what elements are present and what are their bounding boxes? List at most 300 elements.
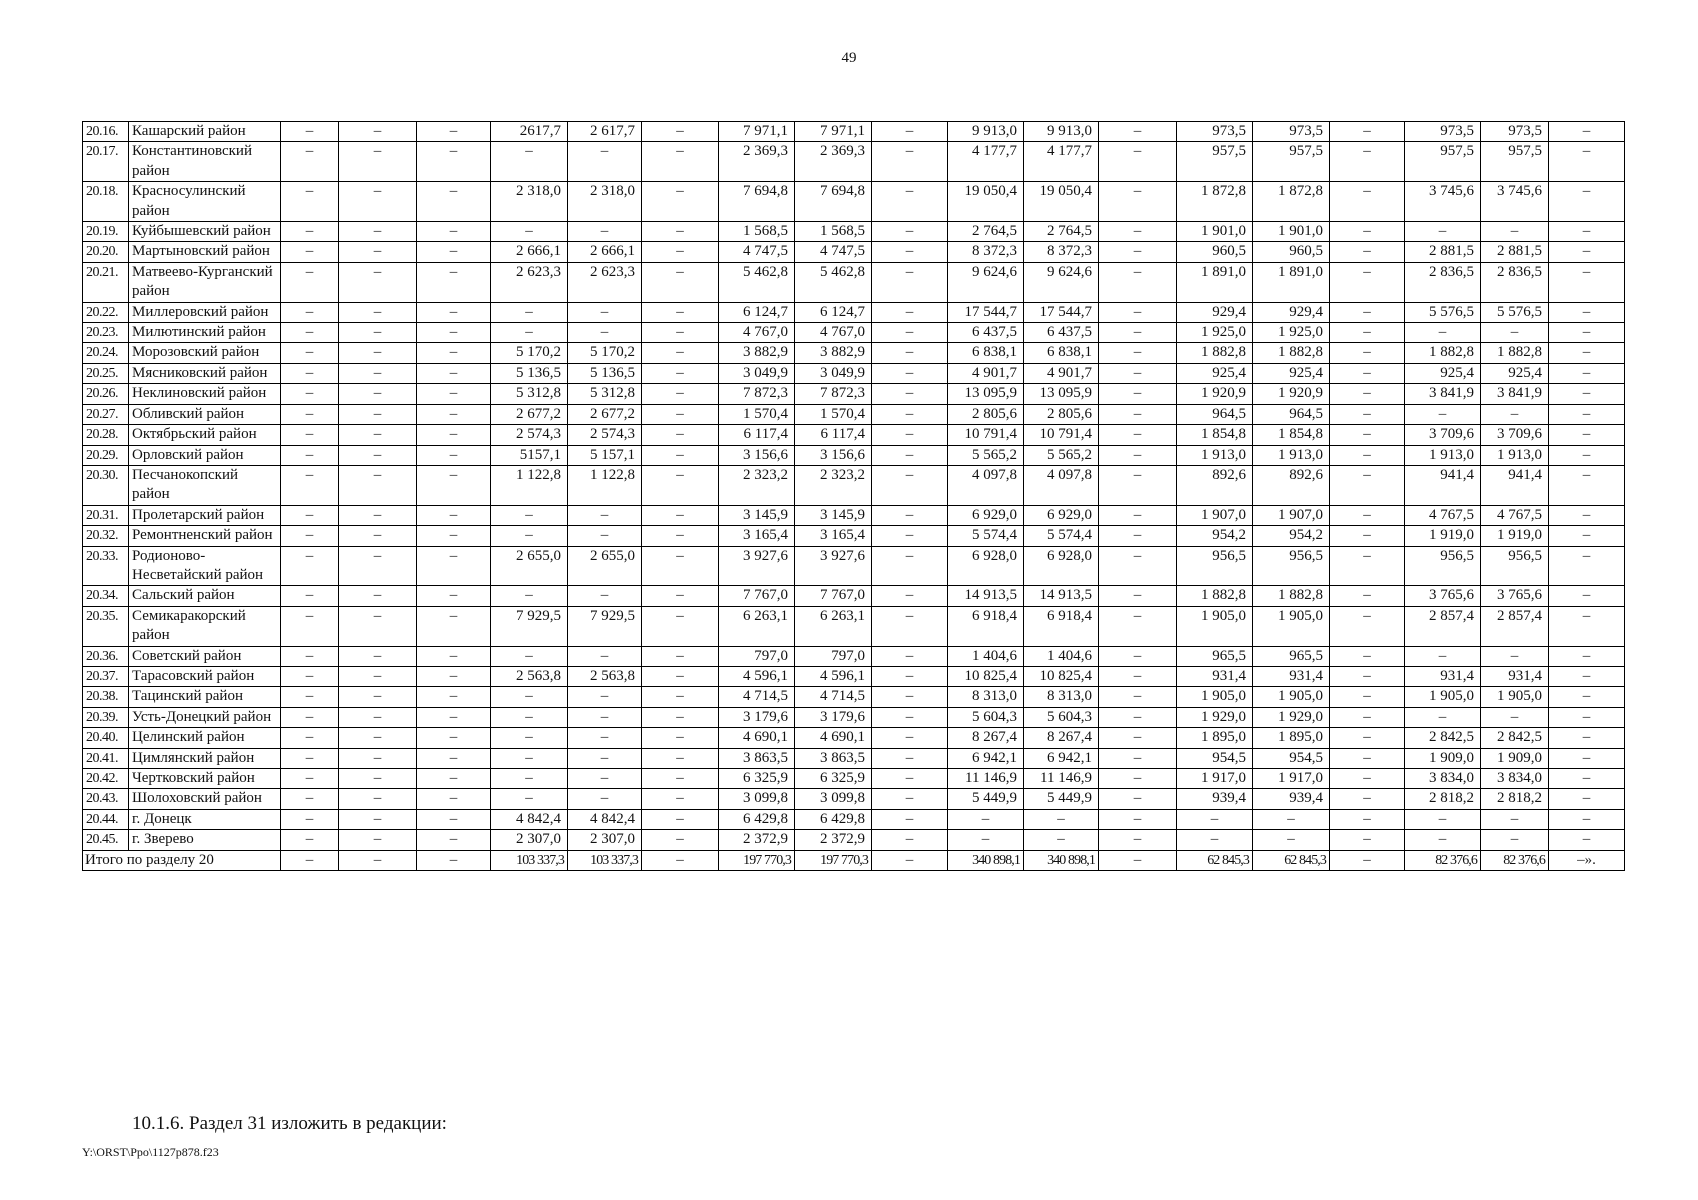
row-value-cell: – [417, 646, 491, 666]
total-value-cell: – [1330, 850, 1405, 870]
row-value-cell: 3 863,5 [719, 748, 795, 768]
row-value-cell: – [1330, 687, 1405, 707]
row-value-cell: 9 624,6 [948, 262, 1024, 302]
row-value-cell: – [1099, 363, 1177, 383]
row-value-cell: – [281, 546, 339, 586]
row-code: 20.36. [83, 646, 129, 666]
row-value-cell: – [417, 769, 491, 789]
row-district-name: Песчанокопский район [129, 465, 281, 505]
row-value-cell: – [1549, 363, 1625, 383]
row-value-cell: – [1099, 343, 1177, 363]
row-value-cell: – [417, 142, 491, 182]
row-value-cell: 2 836,5 [1405, 262, 1481, 302]
row-value-cell: – [1099, 505, 1177, 525]
row-district-name: Тарасовский район [129, 666, 281, 686]
row-value-cell: – [642, 809, 719, 829]
total-value-cell: 103 337,3 [568, 850, 642, 870]
row-value-cell: – [417, 182, 491, 222]
row-value-cell: – [642, 302, 719, 322]
row-value-cell: – [1405, 707, 1481, 727]
total-value-cell: 340 898,1 [1024, 850, 1099, 870]
row-value-cell: 939,4 [1177, 789, 1253, 809]
row-value-cell: 6 942,1 [1024, 748, 1099, 768]
row-value-cell: – [568, 707, 642, 727]
row-value-cell: 1 913,0 [1177, 445, 1253, 465]
row-value-cell: 4 767,5 [1405, 505, 1481, 525]
row-value-cell: 6 263,1 [795, 606, 872, 646]
row-value-cell: 5 157,1 [568, 445, 642, 465]
row-district-name: г. Зверево [129, 830, 281, 850]
row-value-cell: – [1330, 606, 1405, 646]
row-value-cell: 4 177,7 [948, 142, 1024, 182]
row-value-cell: – [1330, 384, 1405, 404]
table-row [83, 646, 1625, 666]
row-value-cell: – [491, 142, 568, 182]
row-value-cell: – [339, 242, 417, 262]
row-value-cell: 4 714,5 [795, 687, 872, 707]
row-district-name: Семикаракорский район [129, 606, 281, 646]
row-value-cell: – [1253, 809, 1330, 829]
row-value-cell: – [872, 505, 948, 525]
row-value-cell: 1 882,8 [1405, 343, 1481, 363]
row-value-cell: – [281, 789, 339, 809]
row-value-cell: – [1549, 465, 1625, 505]
row-value-cell: – [281, 445, 339, 465]
row-value-cell: – [281, 769, 339, 789]
row-value-cell: – [1549, 546, 1625, 586]
row-value-cell: – [1549, 769, 1625, 789]
row-value-cell: 3 765,6 [1481, 586, 1549, 606]
row-value-cell: 931,4 [1481, 666, 1549, 686]
row-value-cell: 1 905,0 [1177, 687, 1253, 707]
row-value-cell: – [642, 769, 719, 789]
row-value-cell: – [417, 343, 491, 363]
row-value-cell: 2 369,3 [719, 142, 795, 182]
row-value-cell: 1 913,0 [1481, 445, 1549, 465]
row-value-cell: – [642, 323, 719, 343]
row-value-cell: – [1549, 343, 1625, 363]
row-value-cell: – [1099, 242, 1177, 262]
row-value-cell: – [568, 222, 642, 242]
file-path-footer: Y:\ORST\Ppo\1127p878.f23 [82, 1145, 219, 1159]
row-value-cell: – [1330, 586, 1405, 606]
row-value-cell: 6 117,4 [719, 425, 795, 445]
row-code: 20.34. [83, 586, 129, 606]
row-value-cell: 1 909,0 [1481, 748, 1549, 768]
row-value-cell: – [339, 222, 417, 242]
row-value-cell: – [872, 748, 948, 768]
row-value-cell: 2 818,2 [1481, 789, 1549, 809]
row-district-name: Мартыновский район [129, 242, 281, 262]
row-value-cell: 2 677,2 [568, 404, 642, 424]
row-value-cell: – [281, 363, 339, 383]
row-value-cell: – [417, 404, 491, 424]
row-value-cell: – [1549, 586, 1625, 606]
row-value-cell: – [417, 546, 491, 586]
row-value-cell: – [417, 687, 491, 707]
row-value-cell: 1 905,0 [1405, 687, 1481, 707]
row-value-cell: – [1405, 646, 1481, 666]
row-value-cell: – [417, 728, 491, 748]
row-value-cell: 6 124,7 [719, 302, 795, 322]
row-value-cell: 1 568,5 [795, 222, 872, 242]
row-value-cell: 960,5 [1253, 242, 1330, 262]
row-value-cell: – [417, 445, 491, 465]
total-value-cell: 62 845,3 [1177, 850, 1253, 870]
row-value-cell: – [1549, 687, 1625, 707]
row-value-cell: – [1099, 809, 1177, 829]
row-value-cell: 19 050,4 [1024, 182, 1099, 222]
row-value-cell: – [417, 465, 491, 505]
row-value-cell: – [281, 404, 339, 424]
row-district-name: Кашарский район [129, 122, 281, 142]
row-value-cell: – [1099, 222, 1177, 242]
row-value-cell: – [417, 666, 491, 686]
row-value-cell: 10 791,4 [948, 425, 1024, 445]
row-value-cell: – [1099, 122, 1177, 142]
row-district-name: Усть-Донецкий район [129, 707, 281, 727]
row-value-cell: 1 917,0 [1253, 769, 1330, 789]
row-value-cell: – [642, 728, 719, 748]
row-value-cell: – [872, 687, 948, 707]
row-value-cell: 6 929,0 [1024, 505, 1099, 525]
row-value-cell: – [491, 505, 568, 525]
row-value-cell: 2 372,9 [719, 830, 795, 850]
row-value-cell: – [568, 687, 642, 707]
row-value-cell: – [339, 586, 417, 606]
row-value-cell: 931,4 [1177, 666, 1253, 686]
row-district-name: Сальский район [129, 586, 281, 606]
row-value-cell: – [872, 445, 948, 465]
row-value-cell: 892,6 [1177, 465, 1253, 505]
row-value-cell: – [1405, 323, 1481, 343]
row-value-cell: – [872, 586, 948, 606]
row-district-name: Пролетарский район [129, 505, 281, 525]
row-value-cell: – [339, 182, 417, 222]
row-value-cell: 6 437,5 [948, 323, 1024, 343]
row-value-cell: – [491, 586, 568, 606]
row-value-cell: 2 881,5 [1405, 242, 1481, 262]
row-value-cell: – [568, 748, 642, 768]
row-value-cell: 3 049,9 [795, 363, 872, 383]
row-value-cell: 925,4 [1481, 363, 1549, 383]
row-code: 20.25. [83, 363, 129, 383]
total-value-cell: – [281, 850, 339, 870]
row-value-cell: – [281, 343, 339, 363]
row-value-cell: 4 901,7 [948, 363, 1024, 383]
row-value-cell: 1 920,9 [1253, 384, 1330, 404]
row-value-cell: – [872, 425, 948, 445]
row-value-cell: 3 156,6 [719, 445, 795, 465]
table-row [83, 142, 1625, 182]
row-value-cell: 10 825,4 [1024, 666, 1099, 686]
row-code: 20.35. [83, 606, 129, 646]
row-value-cell: 4 097,8 [948, 465, 1024, 505]
row-value-cell: – [417, 323, 491, 343]
row-value-cell: – [339, 830, 417, 850]
row-value-cell: 4 690,1 [719, 728, 795, 748]
row-value-cell: – [417, 302, 491, 322]
row-value-cell: 4 767,0 [795, 323, 872, 343]
row-value-cell: 5 449,9 [948, 789, 1024, 809]
row-value-cell: 5 574,4 [1024, 526, 1099, 546]
row-value-cell: – [642, 666, 719, 686]
row-value-cell: 2 857,4 [1481, 606, 1549, 646]
row-value-cell: 7 767,0 [719, 586, 795, 606]
row-value-cell: – [1330, 425, 1405, 445]
row-value-cell: 3 834,0 [1481, 769, 1549, 789]
row-value-cell: – [281, 748, 339, 768]
row-value-cell: – [568, 789, 642, 809]
row-value-cell: – [1330, 789, 1405, 809]
section-amendment-paragraph: 10.1.6. Раздел 31 изложить в редакции: [132, 1113, 447, 1134]
table-row [83, 242, 1625, 262]
row-value-cell: 7 971,1 [719, 122, 795, 142]
table-row [83, 666, 1625, 686]
row-value-cell: – [642, 122, 719, 142]
row-value-cell: 973,5 [1405, 122, 1481, 142]
row-code: 20.28. [83, 425, 129, 445]
row-value-cell: – [281, 142, 339, 182]
row-value-cell: 4 747,5 [795, 242, 872, 262]
row-value-cell: – [1099, 182, 1177, 222]
total-value-cell: – [1099, 850, 1177, 870]
row-value-cell: – [417, 505, 491, 525]
row-value-cell: 1 913,0 [1253, 445, 1330, 465]
row-value-cell: – [872, 465, 948, 505]
row-value-cell: 797,0 [795, 646, 872, 666]
row-value-cell: 3 841,9 [1481, 384, 1549, 404]
table-row [83, 222, 1625, 242]
row-district-name: Тацинский район [129, 687, 281, 707]
row-value-cell: – [339, 404, 417, 424]
row-value-cell: – [417, 748, 491, 768]
row-value-cell: 1 919,0 [1481, 526, 1549, 546]
row-value-cell: – [339, 606, 417, 646]
row-value-cell: – [339, 122, 417, 142]
row-value-cell: 1 925,0 [1177, 323, 1253, 343]
row-value-cell: 954,2 [1177, 526, 1253, 546]
row-district-name: Шолоховский район [129, 789, 281, 809]
row-value-cell: – [642, 242, 719, 262]
row-code: 20.44. [83, 809, 129, 829]
row-value-cell: 9 913,0 [1024, 122, 1099, 142]
row-value-cell: – [417, 526, 491, 546]
row-value-cell: 6 918,4 [1024, 606, 1099, 646]
row-value-cell: 925,4 [1177, 363, 1253, 383]
row-district-name: Мясниковский район [129, 363, 281, 383]
row-district-name: Чертковский район [129, 769, 281, 789]
row-value-cell: 7 694,8 [795, 182, 872, 222]
row-value-cell: – [1549, 789, 1625, 809]
row-value-cell: – [872, 122, 948, 142]
total-label: Итого по разделу 20 [83, 850, 281, 870]
total-value-cell: 340 898,1 [948, 850, 1024, 870]
row-value-cell: 3 049,9 [719, 363, 795, 383]
page-number: 49 [841, 50, 857, 66]
row-value-cell: 1 905,0 [1177, 606, 1253, 646]
budget-table [82, 121, 1624, 871]
table-row [83, 728, 1625, 748]
row-value-cell: 6 325,9 [795, 769, 872, 789]
row-value-cell: – [642, 789, 719, 809]
row-code: 20.33. [83, 546, 129, 586]
row-value-cell: 1 122,8 [568, 465, 642, 505]
row-value-cell: – [339, 526, 417, 546]
row-value-cell: – [1330, 666, 1405, 686]
row-value-cell: – [872, 242, 948, 262]
row-value-cell: 1 122,8 [491, 465, 568, 505]
row-value-cell: – [568, 728, 642, 748]
row-value-cell: – [1549, 505, 1625, 525]
row-value-cell: 6 429,8 [719, 809, 795, 829]
row-value-cell: – [1099, 404, 1177, 424]
row-value-cell: 3 179,6 [719, 707, 795, 727]
row-value-cell: 6 928,0 [948, 546, 1024, 586]
row-value-cell: – [491, 222, 568, 242]
row-value-cell: 14 913,5 [948, 586, 1024, 606]
row-value-cell: – [339, 384, 417, 404]
row-value-cell: 4 901,7 [1024, 363, 1099, 383]
row-value-cell: 3 709,6 [1405, 425, 1481, 445]
row-value-cell: – [642, 404, 719, 424]
row-value-cell: – [872, 182, 948, 222]
row-value-cell: 1 905,0 [1481, 687, 1549, 707]
total-value-cell: 62 845,3 [1253, 850, 1330, 870]
row-value-cell: 6 929,0 [948, 505, 1024, 525]
row-district-name: Красносулинский район [129, 182, 281, 222]
row-value-cell: 4 767,5 [1481, 505, 1549, 525]
row-value-cell: 10 791,4 [1024, 425, 1099, 445]
row-value-cell: 14 913,5 [1024, 586, 1099, 606]
row-value-cell: 6 429,8 [795, 809, 872, 829]
row-district-name: Миллеровский район [129, 302, 281, 322]
row-value-cell: – [1330, 343, 1405, 363]
row-code: 20.31. [83, 505, 129, 525]
row-value-cell: 3 145,9 [719, 505, 795, 525]
row-value-cell: 4 747,5 [719, 242, 795, 262]
row-value-cell: – [417, 586, 491, 606]
row-value-cell: – [491, 302, 568, 322]
row-district-name: Обливский район [129, 404, 281, 424]
row-code: 20.40. [83, 728, 129, 748]
row-value-cell: – [417, 809, 491, 829]
row-value-cell: 17 544,7 [948, 302, 1024, 322]
row-value-cell: 4 596,1 [719, 666, 795, 686]
row-value-cell: 1 404,6 [1024, 646, 1099, 666]
row-code: 20.21. [83, 262, 129, 302]
row-value-cell: 3 882,9 [719, 343, 795, 363]
row-value-cell: – [642, 546, 719, 586]
row-value-cell: – [1099, 769, 1177, 789]
row-value-cell: – [872, 809, 948, 829]
row-value-cell: 797,0 [719, 646, 795, 666]
row-value-cell: – [281, 302, 339, 322]
row-value-cell: – [642, 182, 719, 222]
row-value-cell: – [1099, 445, 1177, 465]
row-value-cell: 7 694,8 [719, 182, 795, 222]
total-value-cell: 197 770,3 [795, 850, 872, 870]
row-value-cell: – [1481, 707, 1549, 727]
row-value-cell: 957,5 [1405, 142, 1481, 182]
row-value-cell: 4 690,1 [795, 728, 872, 748]
row-value-cell: 9 913,0 [948, 122, 1024, 142]
row-value-cell: – [281, 384, 339, 404]
row-value-cell: – [1099, 646, 1177, 666]
row-value-cell: – [491, 748, 568, 768]
row-value-cell: 11 146,9 [1024, 769, 1099, 789]
row-code: 20.32. [83, 526, 129, 546]
row-value-cell: – [1405, 830, 1481, 850]
row-value-cell: 1 905,0 [1253, 606, 1330, 646]
row-value-cell: – [642, 425, 719, 445]
row-value-cell: 2 574,3 [568, 425, 642, 445]
row-value-cell: – [1330, 122, 1405, 142]
row-value-cell: – [281, 707, 339, 727]
row-value-cell: 2 369,3 [795, 142, 872, 182]
row-value-cell: 941,4 [1405, 465, 1481, 505]
row-value-cell: 7 767,0 [795, 586, 872, 606]
row-value-cell: 1 872,8 [1253, 182, 1330, 222]
row-value-cell: 8 267,4 [948, 728, 1024, 748]
row-value-cell: 3 709,6 [1481, 425, 1549, 445]
row-value-cell: – [642, 142, 719, 182]
row-value-cell: – [339, 809, 417, 829]
row-value-cell: – [491, 789, 568, 809]
row-value-cell: – [1549, 384, 1625, 404]
row-value-cell: – [1099, 707, 1177, 727]
row-value-cell: – [281, 646, 339, 666]
row-value-cell: 2 563,8 [491, 666, 568, 686]
row-value-cell: 2 677,2 [491, 404, 568, 424]
row-code: 20.24. [83, 343, 129, 363]
row-district-name: Советский район [129, 646, 281, 666]
row-district-name: г. Донецк [129, 809, 281, 829]
row-value-cell: – [339, 445, 417, 465]
row-value-cell: 4 596,1 [795, 666, 872, 686]
row-value-cell: – [417, 606, 491, 646]
row-value-cell: – [1099, 586, 1177, 606]
row-value-cell: 4 097,8 [1024, 465, 1099, 505]
row-value-cell: – [1549, 728, 1625, 748]
row-value-cell: – [1549, 182, 1625, 222]
row-value-cell: – [642, 526, 719, 546]
table-row [83, 769, 1625, 789]
row-value-cell: 5 604,3 [948, 707, 1024, 727]
row-value-cell: 2 623,3 [491, 262, 568, 302]
total-value-cell: – [417, 850, 491, 870]
row-value-cell: – [872, 343, 948, 363]
row-value-cell: – [1330, 646, 1405, 666]
row-value-cell: – [872, 526, 948, 546]
row-value-cell: 925,4 [1253, 363, 1330, 383]
row-value-cell: – [1099, 142, 1177, 182]
row-value-cell: 19 050,4 [948, 182, 1024, 222]
row-value-cell: – [1330, 546, 1405, 586]
row-value-cell: – [1099, 384, 1177, 404]
row-code: 20.39. [83, 707, 129, 727]
row-value-cell: – [1330, 526, 1405, 546]
row-value-cell: 973,5 [1177, 122, 1253, 142]
row-value-cell: – [281, 830, 339, 850]
row-value-cell: – [1549, 404, 1625, 424]
table-row [83, 302, 1625, 322]
row-value-cell: 5 565,2 [1024, 445, 1099, 465]
row-value-cell: 1 907,0 [1253, 505, 1330, 525]
row-value-cell: 1 882,8 [1481, 343, 1549, 363]
row-code: 20.23. [83, 323, 129, 343]
row-value-cell: 2 842,5 [1481, 728, 1549, 748]
